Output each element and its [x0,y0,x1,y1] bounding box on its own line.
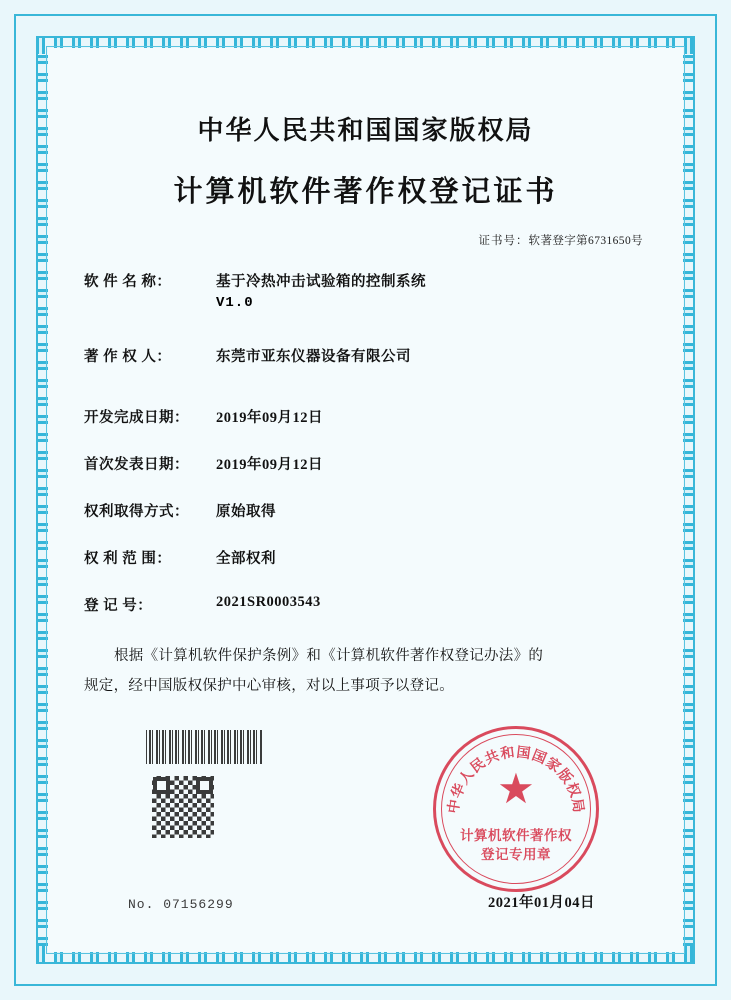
serial-number: No. 07156299 [128,897,234,912]
spacer-2 [84,366,647,406]
registration-number-value: 2021SR0003543 [216,594,321,610]
first-publication-date-label: 首次发表日期： [84,457,189,473]
software-name-row [84,270,647,291]
certificate-number-label: 证书号： [478,235,529,247]
certificate-title: 计算机软件著作权登记证书 [173,176,558,208]
certificate-number-value: 软著登字第6731650号 [528,235,643,247]
footer-area [84,724,647,934]
official-seal [433,726,599,892]
software-name-label: 软 件 名 称： [84,274,172,290]
seal-line-2: 登记专用章 [481,847,551,862]
registration-details [84,406,647,615]
certificate-number [84,232,647,248]
development-date-label: 开发完成日期： [84,410,189,426]
table-row [84,406,647,427]
copyright-owner-label: 著 作 权 人： [84,349,172,365]
rights-acquisition-value: 原始取得 [216,504,276,520]
table-row [84,547,647,568]
barcode [146,730,262,764]
legal-statement-line-1 [84,641,647,671]
registration-number-label: 登 记 号： [84,598,153,614]
table-row [84,453,647,474]
issue-date: 2021年01月04日 [488,895,595,911]
qr-code [152,776,214,838]
fields-block [84,270,647,702]
table-row [84,594,647,615]
software-name-value: 基于冷热冲击试验箱的控制系统 [216,274,426,290]
first-publication-date-value: 2019年09月12日 [216,457,323,473]
star-icon: ★ [497,767,535,813]
development-date-value: 2019年09月12日 [216,410,323,426]
rights-scope-label: 权 利 范 围： [84,551,172,567]
seal-arc-label: 中华人民共和国国家版权局 [446,745,586,815]
legal-statement-text-1: 根据《计算机软件保护条例》和《计算机软件著作权登记办法》的 [114,648,544,664]
seal-line-1: 计算机软件著作权 [460,828,572,843]
software-version-value: V1.0 [216,295,254,311]
spacer-1 [84,311,647,345]
rights-scope-value: 全部权利 [216,551,276,567]
certificate-content [48,48,683,952]
table-row [84,500,647,521]
rights-acquisition-label: 权利取得方式： [84,504,189,520]
legal-statement-line-2: 规定，经中国版权保护中心审核，对以上事项予以登记。 [84,678,454,695]
copyright-owner-value: 东莞市亚东仪器设备有限公司 [216,349,411,365]
legal-statement [84,641,647,702]
issuing-organization: 中华人民共和国国家版权局 [197,116,534,145]
copyright-owner-row [84,345,647,366]
